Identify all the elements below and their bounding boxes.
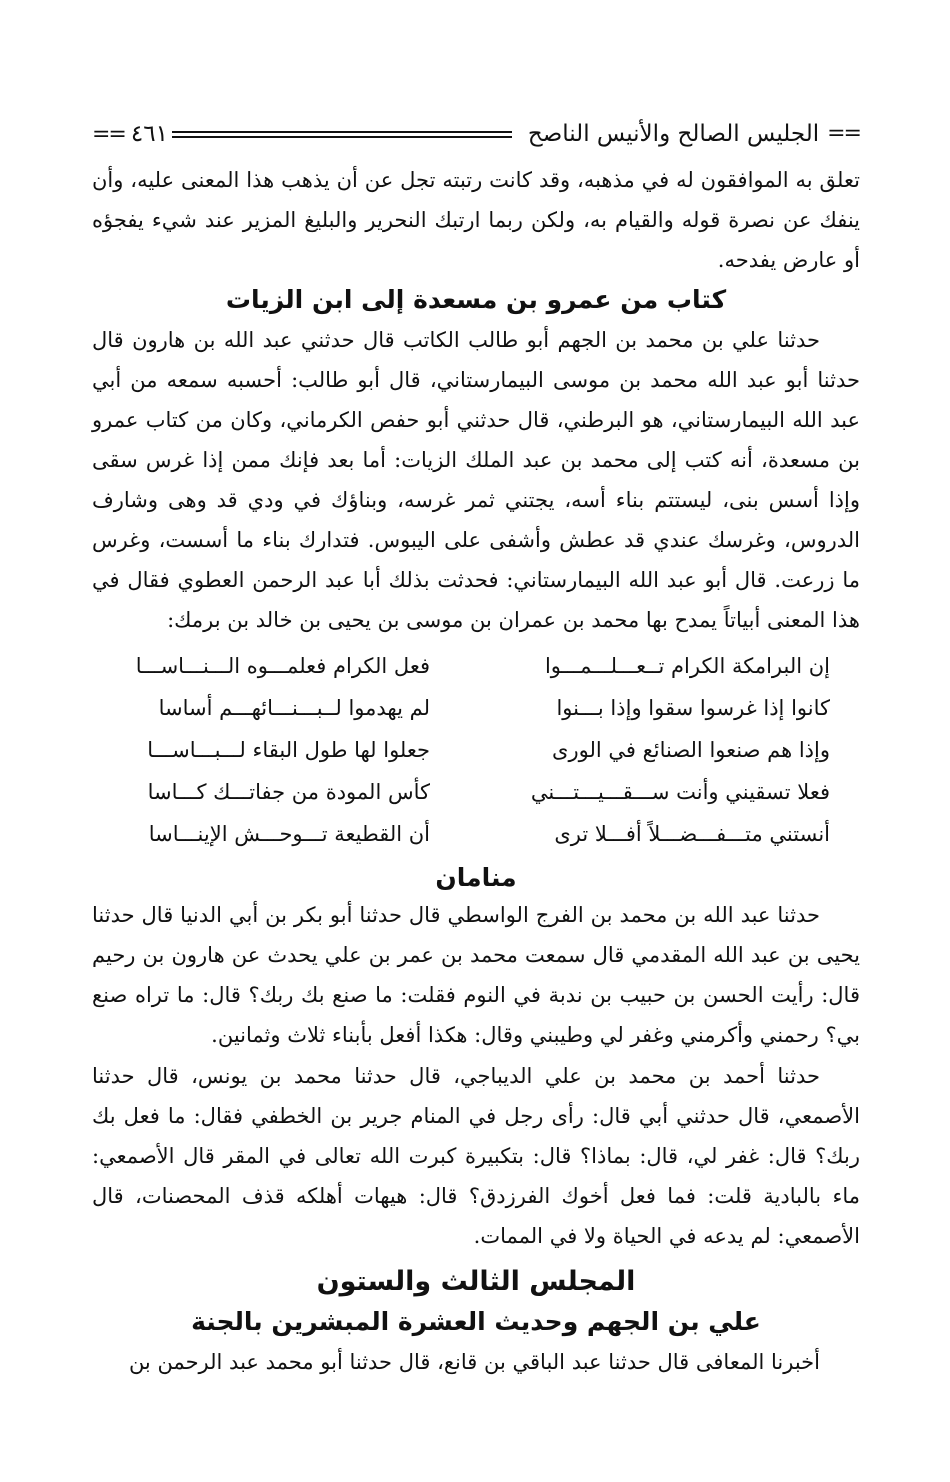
verse-second-hemistich: كأس المودة من جفاتـــك كـــاسا [147,780,430,804]
paragraph-dream-1: حدثنا عبد الله بن محمد بن الفرج الواسطي قال حدثنا أبو بكر بن أبي الدنيا قال حدثنا يحيى بن عبد الله المقدمي قال سمعت محمد بن عمر بن علي يحدث عن هارون بن رحيم قال: رأيت الحسن بن حبيب بن ندبة في النوم فقلت: ما صنع بك ربك؟ قال: ما تراه صنع بي؟ رحمني وأكرمني وغفر لي وطيبني وقال: هكذا أفعل بأبناء ثلاث وثمانين. [92,903,860,1047]
verse-first-hemistich: أنستني متـــفـــضـــلاً أفـــلا ترى [554,822,830,846]
paragraph-letter: حدثنا علي بن محمد بن الجهم أبو طالب الكاتب قال حدثني عبد الله بن هارون قال حدثنا أبو عبد الله محمد بن موسى البيمارستاني، قال أبو طالب: أحسبه سمعه من أبي عبد الله البيمارستاني، هو البرطني، قال حدثني أبو حفص الكرماني، وكان من كتاب عمرو بن مسعدة، أنه كتب إلى محمد بن عبد الملك الزيات: أما بعد فإنك ممن إذا غرس سقى وإذا أسس بنى، ليستتم بناء أسه، يجتني ثمر غرسه، وبناؤك في ودي قد وهى وشارف الدروس، وغرسك عندي قد عطش وأشفى على اليبوس. فتدارك بناء ما أسست، وغرس ما زرعت. قال أبو عبد الله البيمارستاني: فحدثت بذلك أبا عبد الرحمن العطوي فقال في هذا المعنى أبياتاً يمدح بها محمد بن عمران بن موسى بن يحيى بن خالد بن برمك: [92,328,860,632]
section-heading-letter: كتاب من عمرو بن مسعدة إلى ابن الزيات [225,285,727,314]
verse-first-hemistich: إن البرامكة الكرام تــعـــلـــمـــوا [544,654,830,678]
header-ornament-left: == [92,121,125,147]
poem-verse [130,645,830,687]
header-rule [172,131,512,138]
page-number: ٤٦١ [130,121,168,147]
paragraph-session: أخبرنا المعافى قال حدثنا عبد الباقي بن قانع، قال حدثنا أبو محمد عبد الرحمن بن [128,1350,820,1374]
verse-second-hemistich: فعل الكرام فعلمـــوه الـــنـــاســـا [135,654,430,678]
verse-first-hemistich: كانوا إذا غرسوا سقوا وإذا بـــنوا [556,696,830,720]
poem-verse [130,771,830,813]
verse-first-hemistich: وإذا هم صنعوا الصنائع في الورى [552,738,830,762]
verse-first-hemistich: فعلا تسقيني وأنت ســـقـــيـــتـــني [530,780,830,804]
paragraph-continuation: تعلق به الموافقون له في مذهبه، وقد كانت رتبته تجل عن أن يذهب هذا المعنى عليه، وأن ينفك عن نصرة قوله والقيام به، ولكن ربما ارتبك النحرير والبليغ المزير عند شيء يفجؤه أو عارض يفدحه. [92,168,860,272]
book-title: الجليس الصالح والأنيس الناصح [527,121,820,147]
header-ornament-right: == [827,121,860,146]
verse-second-hemistich: لم يهدموا لــبـــنـــائهـــم أساسا [158,696,430,720]
verse-second-hemistich: أن القطيعة تـــوحـــش الإينـــاسا [148,822,430,846]
paragraph-dream-2: حدثنا أحمد بن محمد بن علي الديباجي، قال حدثنا محمد بن يونس، قال حدثنا الأصمعي، قال حدثني أبي قال: رأى رجل في المنام جرير بن الخطفي فقال: ما فعل بك ربك؟ قال: غفر لي، قال: بماذا؟ قال: بتكبيرة كبرت الله تعالى في المقر قال الأصمعي: ماء بالبادية قلت: فما فعل أخوك الفرزدق؟ قال: هيهات أهلكه قذف المحصنات، قال الأصمعي: لم يدعه في الحياة ولا في الممات. [92,1064,860,1248]
poem [130,645,830,855]
session-subheading: علي بن الجهم وحديث العشرة المبشرين بالجنة [191,1307,761,1336]
poem-verse [130,813,830,855]
poem-verse [130,729,830,771]
running-header [92,116,860,152]
verse-second-hemistich: جعلوا لها طول البقاء لـــبـــاســـا [147,738,430,762]
session-heading: المجلس الثالث والستون [316,1266,636,1297]
section-heading-dreams: منامان [435,863,517,892]
poem-verse [130,687,830,729]
